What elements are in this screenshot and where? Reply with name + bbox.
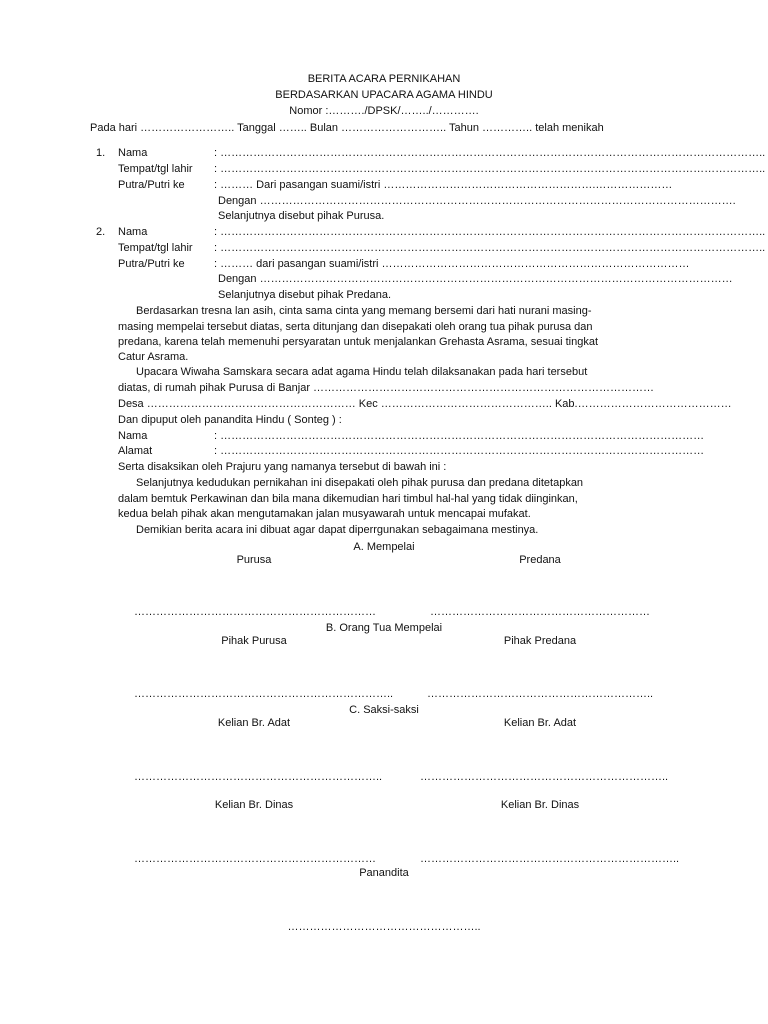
person2-note: Selanjutnya disebut pihak Predana. <box>218 289 392 301</box>
person1-dengan: Dengan …………………………………………………………………………………………………………………. <box>218 195 736 207</box>
paragraph1-line1: Berdasarkan tresna lan asih, cinta sama cinta yang memang bersemi dari hati nurani masing- <box>136 305 592 317</box>
sign-predana-label: Predana <box>519 554 561 566</box>
person1-number: 1. <box>96 147 106 159</box>
sign-line-kelian-adat-right: ………………………………………………………….. <box>420 771 669 783</box>
person1-ttl-value: : ………………………………………………………………………………………………………………………………….. <box>214 163 766 175</box>
sign-kelian-dinas-left-label: Kelian Br. Dinas <box>214 799 294 811</box>
section-a-title: A. Mempelai <box>353 541 415 553</box>
paragraph1-line4: Catur Asrama. <box>118 351 189 363</box>
dipuput-nama-value: : …………………………………………………………………………………………………………………… <box>214 430 705 442</box>
person1-note: Selanjutnya disebut pihak Purusa. <box>218 210 385 222</box>
person2-putra-label: Putra/Putri ke <box>118 258 185 270</box>
dipuput-intro: Dan dipuput oleh panandita Hindu ( Sonteg ) : <box>118 414 342 426</box>
saksi-intro: Serta disaksikan oleh Prajuru yang namanya tersebut di bawah ini : <box>118 461 447 473</box>
sign-pihak-predana-label: Pihak Predana <box>503 635 577 647</box>
paragraph2-line2: diatas, di rumah pihak Purusa di Banjar ………………………………………………………………………………… <box>118 382 655 394</box>
title-line-2: BERDASARKAN UPACARA AGAMA HINDU <box>275 89 493 101</box>
sign-line-kelian-dinas-right: …………………………………………………………….. <box>420 853 680 865</box>
person1-putra-value: : ……… Dari pasangan suami/istri ………………………………………………….………………… <box>214 179 673 191</box>
person1-ttl-label: Tempat/tgl lahir <box>118 163 193 175</box>
person2-putra-value: : ……… dari pasangan suami/istri ………………………………………………………………………… <box>214 258 690 270</box>
section-c-title: C. Saksi-saksi <box>349 704 419 716</box>
dipuput-alamat-label: Alamat <box>118 445 153 457</box>
dipuput-nama-label: Nama <box>118 430 148 442</box>
paragraph1-line2: masing mempelai tersebut diatas, serta ditunjang dan disepakati oleh orang tua pihak purusa dan <box>118 321 593 333</box>
paragraph1-line3: predana, karena telah memenuhi persyaratan untuk menjalankan Grehasta Asrama, sesuai tingkat <box>118 336 599 348</box>
sign-kelian-dinas-right-label: Kelian Br. Dinas <box>500 799 580 811</box>
sign-line-panandita: …………………………………………….. <box>287 921 481 933</box>
paragraph2-line3: Desa ………………………………………………… Kec ……………………………………….. Kab.…………………………………… <box>118 398 732 410</box>
sign-panandita-label: Panandita <box>359 867 409 879</box>
demikian-line: Demikian berita acara ini dibuat agar dapat diperrgunakan sebagaimana mestinya. <box>136 524 539 536</box>
title-line-1: BERITA ACARA PERNIKAHAN <box>307 73 461 85</box>
person2-nama-value: : ………………………………………………………………………………………………………………………………….. <box>214 226 766 238</box>
paragraph2-line1: Upacara Wiwaha Samskara secara adat agama Hindu telah dilaksanakan pada hari tersebut <box>136 366 588 378</box>
person1-nama-value: : ………………………………………………………………………………………………………………………………….. <box>214 147 766 159</box>
sign-pihak-purusa-label: Pihak Purusa <box>221 635 287 647</box>
nomor-line: Nomor :………./DPSK/……../…………. <box>289 105 479 117</box>
person2-dengan: Dengan ………………………………………………………………………………………………………………… <box>218 273 733 285</box>
paragraph3-line1: Selanjutnya kedudukan pernikahan ini disepakati oleh pihak purusa dan predana ditetapkan <box>136 477 584 489</box>
person2-number: 2. <box>96 226 106 238</box>
sign-line-purusa: ………………………………………………………… <box>134 606 376 618</box>
sign-purusa-label: Purusa <box>236 554 272 566</box>
pada-hari-line: Pada hari …………………….. Tanggal …….. Bulan ……………………….. Tahun ………….. telah menikah <box>90 122 604 134</box>
person1-putra-label: Putra/Putri ke <box>118 179 185 191</box>
sign-line-pihak-purusa: …………………………………………………………….. <box>134 688 394 700</box>
person2-ttl-label: Tempat/tgl lahir <box>118 242 193 254</box>
person2-ttl-value: : ………………………………………………………………………………………………………………………………….. <box>214 242 766 254</box>
section-b-title: B. Orang Tua Mempelai <box>325 622 443 634</box>
sign-line-predana: …………………………………………………… <box>430 606 650 618</box>
person1-nama-label: Nama <box>118 147 148 159</box>
sign-line-kelian-adat-left: ………………………………………………………….. <box>134 771 383 783</box>
sign-kelian-adat-left-label: Kelian Br. Adat <box>217 717 291 729</box>
sign-line-kelian-dinas-left: ………………………………………………………… <box>134 853 376 865</box>
paragraph3-line2: dalam bemtuk Perkawinan dan bila mana dikemudian hari timbul hal-hal yang tidak diinginkan, <box>118 493 578 505</box>
dipuput-alamat-value: : …………………………………………………………………………………………………………………… <box>214 445 705 457</box>
person2-nama-label: Nama <box>118 226 148 238</box>
paragraph3-line3: kedua belah pihak akan mengutamakan jalan musyawarah untuk mencapai mufakat. <box>118 508 531 520</box>
sign-kelian-adat-right-label: Kelian Br. Adat <box>503 717 577 729</box>
sign-line-pihak-predana: …………………………………………………….. <box>426 688 654 700</box>
